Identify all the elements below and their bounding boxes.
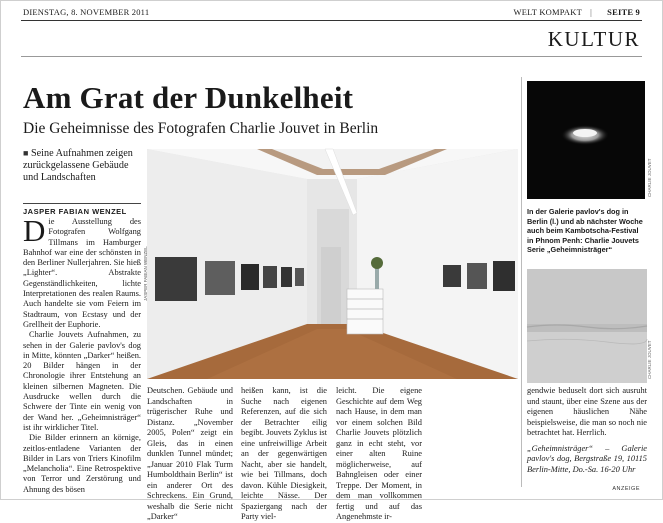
gallery-photo (147, 149, 518, 379)
author-rule (23, 203, 141, 204)
side-column-text: gendwie beduselt dort sich ausruht und staunt, über eine Szene aus der eigenen häuslichen Nähe beispielsweise, die man so noch nie betrachtet hat. Herrlich. (527, 386, 647, 437)
paragraph-2: Charlie Jouvets Aufnahmen, zu sehen in der Galerie pavlov's dog in Mitte, könnten „Darker“ heißen. 20 Bilder hängen in der Chronologie ihrer Entstehung an kleinen silbernen Magneten. Die Ausdrucke wellen durch die Schwere der Tinte ein wenig von der Wand her. „Geheimnisträger“ ist ihr wirklicher Titel. (23, 330, 141, 432)
drop-cap: D (23, 213, 46, 248)
side-photo-foggy (527, 269, 647, 383)
paragraph-1-text: ie Ausstellung des Fotografen Wolfgang Tillmans im Hamburger Bahnhof war eine der schönsten in den Berliner Nullerjahren. Sie hieß „Lighter“. Abstrakte Gegenständlichkeiten, lichte Interpretationen des realen Raums. Auch handelte sie vom Feiern im Stadtraum, von Ecstasy und der Grellheit der Euphorie. (23, 217, 141, 329)
paragraph-3: Die Bilder erinnern an körnige, zeitlos-entladene Varianten der Bilder in Lars von Triers Kinofilm „Melancholia“. Eine Retrospektive von Terror und Zerstörung und Ahnung des bösen (23, 433, 141, 494)
column-divider (521, 77, 522, 487)
article-column-6 (527, 386, 647, 475)
article-subheadline: Die Geheimnisse des Fotografen Charlie Jouvet in Berlin (23, 120, 379, 137)
gallery-photo-credit: JASPER FABIAN WENZEL (143, 246, 148, 301)
side-photo-foggy-image (527, 269, 647, 383)
article-column-2: Deutschen. Gebäude und Landschaften in trügerischer Ruhe und Distanz. „November 2005, Polen“ zeigt ein Gleis, das in einen dunklen Tunnel mündet; „Januar 2010 Flak Turm Humboldthain Berlin“ ist ein anderer Ort des Schreckens. Ein Grund, weshalb die Serie nicht „Darker“ (147, 386, 233, 521)
article-headline: Am Grat der Dunkelheit (23, 80, 354, 115)
article-column-1 (23, 213, 141, 495)
section-title: KULTUR (547, 27, 640, 51)
issue-date: DIENSTAG, 8. NOVEMBER 2011 (23, 7, 150, 17)
page-header (23, 7, 640, 19)
page-number: SEITE 9 (607, 7, 640, 17)
side-photo-dark (527, 81, 645, 199)
side-photo-caption: In der Galerie pavlov's dog in Berlin (l.) und ab nächster Woche auch beim Kambotscha-Festival in Phnom Penh: Charlie Jouvets Serie „Geheimnisträger“ (527, 207, 643, 255)
teaser-bullet-icon: ■ (23, 148, 29, 158)
paragraph-1 (23, 213, 141, 330)
author-byline: JASPER FABIAN WENZEL (23, 207, 127, 216)
gallery-photo-image (147, 149, 518, 379)
article-column-4: leicht. Die eigene Geschichte auf dem Weg nach Hause, in dem man vor einem solchen Bild Charlie Jouvets plötzlich ganz in echt steht, vor einer alten Ruine möglicherweise, auf Bahngleisen oder einer Treppe. Der Moment, in dem man vollkommen fertig und auf das Angenehmste ir- (336, 386, 422, 521)
article-teaser (23, 147, 141, 184)
advertisement-label: ANZEIGE (612, 486, 640, 492)
section-rule (21, 56, 642, 57)
header-separator: | (590, 7, 592, 17)
side-photo-dark-image (527, 81, 645, 199)
header-rule (21, 20, 642, 21)
article-column-3: heißen kann, ist die Suche nach eigenen Referenzen, auf die sich der Betrachter eilig begibt. Jouvets Zyklus ist eine unfreiwillige Arbeit an der gegenwärtigen Nacht, aber sie handelt, wie bei Tillmans, doch davon. Kühle Diesigkeit, leichte Nässe. Der Spaziergang nach der Party viel- (241, 386, 327, 521)
side-photo-credit-1: CHARLIE JOUVET (647, 158, 652, 197)
teaser-text: Seine Aufnahmen zeigen zurückgelassene Gebäude und Landschaften (23, 148, 133, 183)
exhibition-info: „Geheimnisträger“ – Galerie pavlov's dog, Bergstraße 19, 10115 Berlin-Mitte, Do.-Sa. 16-20 Uhr (527, 443, 647, 474)
side-photo-credit-2: CHARLIE JOUVET (647, 340, 652, 379)
publication-name: WELT KOMPAKT (513, 7, 582, 17)
